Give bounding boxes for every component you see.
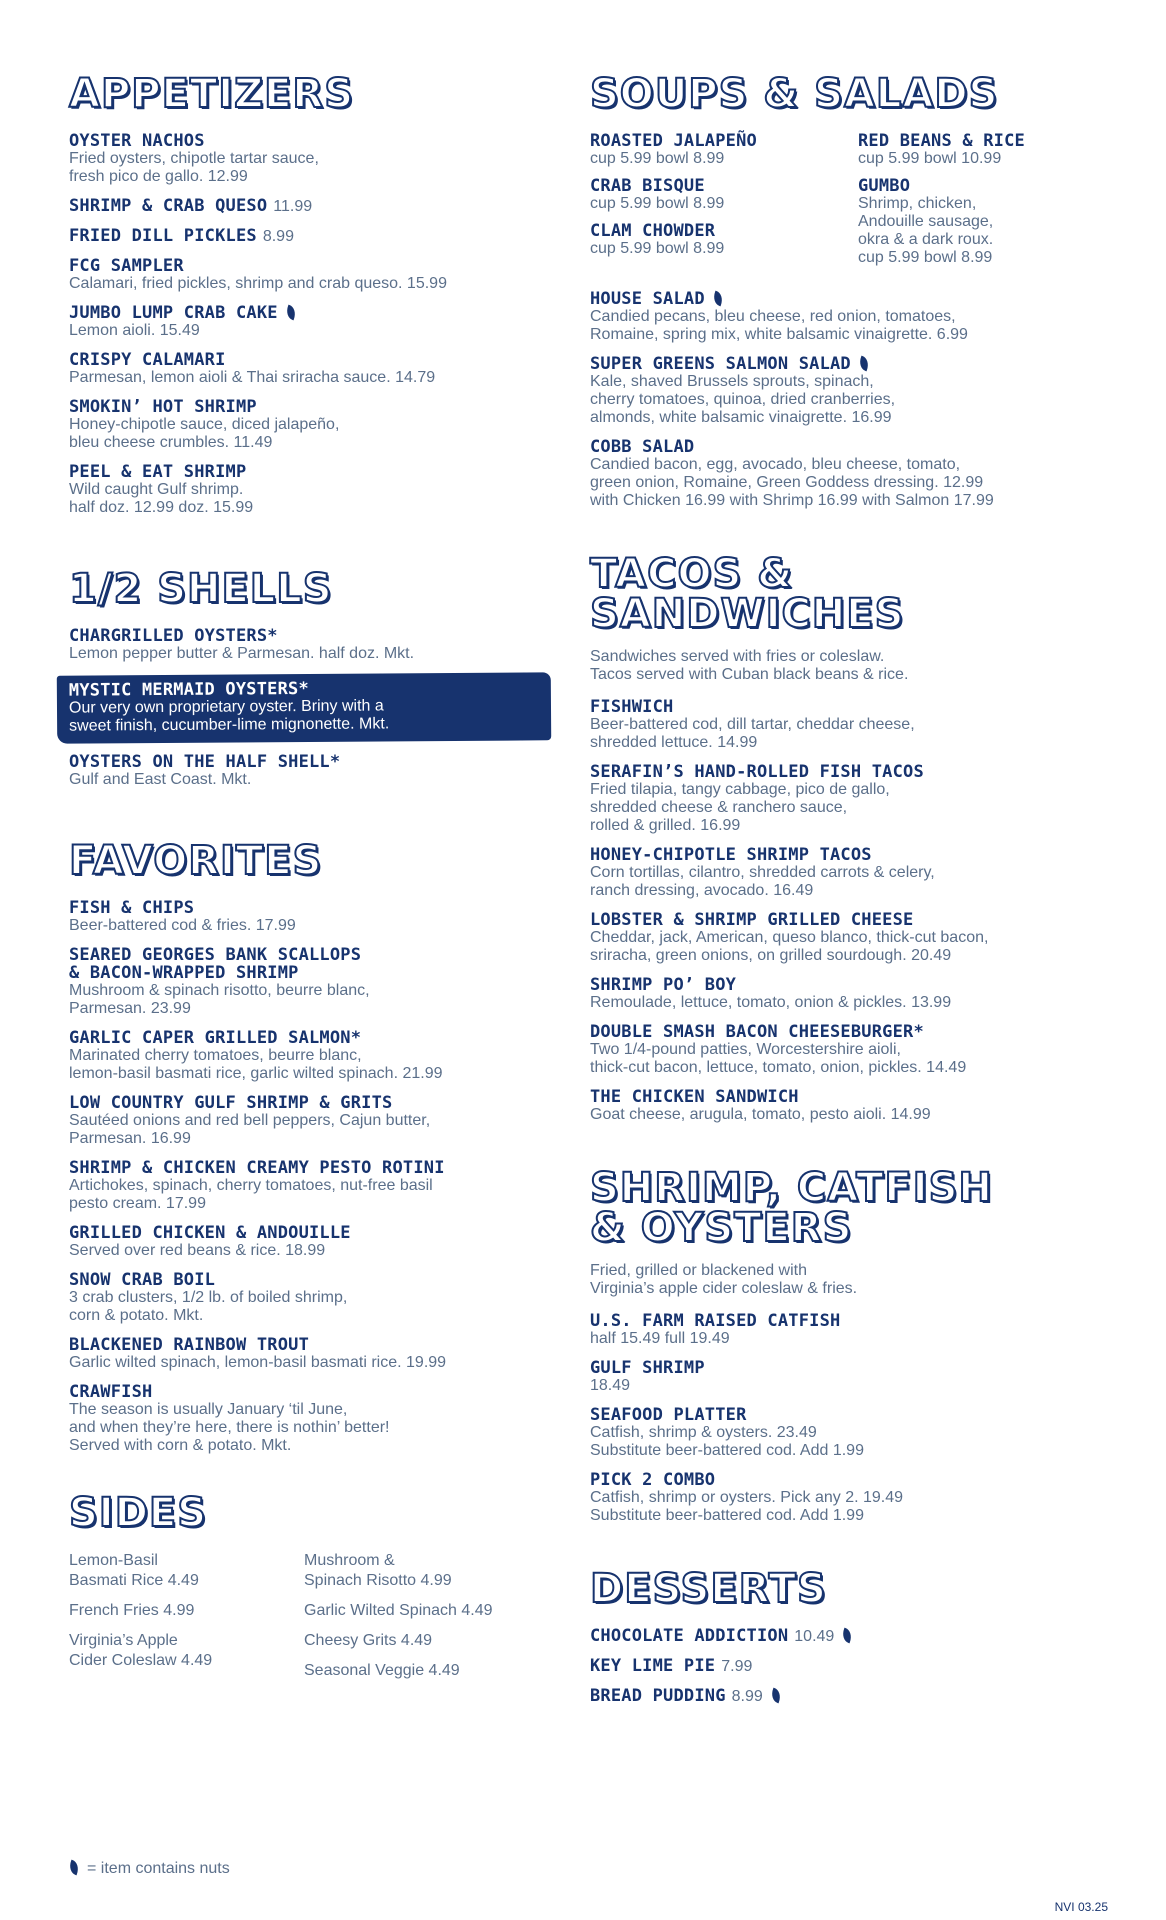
menu-item (69, 1271, 539, 1325)
item-name: FRIED DILL PICKLES (69, 226, 257, 246)
soups-column-1 (590, 132, 858, 276)
item-name: FISHWICH (590, 697, 674, 717)
item-name: THE CHICKEN SANDWICH (590, 1087, 799, 1107)
item-desc: 3 crab clusters, 1/2 lb. of boiled shrimp, corn & potato. Mkt. (69, 1289, 348, 1324)
menu-item (590, 698, 1110, 752)
nut-leaf-icon (711, 291, 725, 307)
item-name: GARLIC CAPER GRILLED SALMON* (69, 1028, 362, 1048)
menu-item (590, 1359, 1110, 1395)
item-name: KEY LIME PIE (590, 1656, 716, 1676)
menu-item (69, 753, 539, 789)
item-name: FISH & CHIPS (69, 898, 195, 918)
section-intro: Sandwiches served with fries or coleslaw. Tacos served with Cuban black beans & rice. (590, 648, 909, 683)
item-name: BLACKENED RAINBOW TROUT (69, 1335, 310, 1355)
item-desc: Fried oysters, chipotle tartar sauce, fresh pico de gallo. 12.99 (69, 150, 319, 185)
menu-item (590, 1627, 1110, 1646)
item-desc: 18.49 (590, 1377, 631, 1394)
tacos-sandwiches-heading: TACOS & SANDWICHES (590, 551, 905, 637)
side-item: Mushroom & Spinach Risotto 4.99 (304, 1552, 452, 1589)
item-price: 7.99 (721, 1658, 753, 1675)
sides-column-1 (69, 1551, 304, 1691)
menu-item (69, 1336, 539, 1372)
soups-salads-section (590, 71, 1110, 510)
left-column (68, 71, 539, 1735)
menu-item (590, 177, 858, 213)
menu-item (69, 1383, 539, 1455)
menu-item (590, 355, 1110, 427)
heading-line-2: & OYSTERS (590, 1205, 853, 1251)
item-desc: Kale, shaved Brussels sprouts, spinach, cherry tomatoes, quinoa, dried cranberries, almonds, white balsamic vinaigrette. 16.99 (590, 373, 896, 426)
side-item: Virginia’s Apple Cider Coleslaw 4.49 (69, 1632, 213, 1669)
menu-item (590, 438, 1110, 510)
item-desc: Our very own proprietary oyster. Briny with a sweet finish, cucumber-lime mignonette. Mkt. (68, 697, 390, 735)
item-name: SMOKIN’ HOT SHRIMP (69, 397, 257, 417)
item-name-text: HOUSE SALAD (590, 289, 705, 309)
spacer (590, 276, 1110, 290)
soups-column-2 (858, 132, 1098, 276)
menu-item (590, 290, 1110, 344)
sides-column-2 (304, 1551, 539, 1691)
menu-item (590, 1687, 1110, 1706)
item-name: CRAWFISH (69, 1382, 153, 1402)
half-shells-heading: 1/2 SHELLS (69, 566, 333, 612)
menu-item (590, 1023, 1110, 1077)
item-name: GULF SHRIMP (590, 1358, 705, 1378)
menu-item (69, 946, 539, 1018)
item-name: SNOW CRAB BOIL (69, 1270, 216, 1290)
legend-text: = item contains nuts (87, 1860, 230, 1877)
sides-heading: SIDES (69, 1490, 208, 1536)
item-name: CLAM CHOWDER (590, 221, 716, 241)
desserts-section (590, 1566, 1110, 1706)
item-desc: Beer-battered cod & fries. 17.99 (69, 917, 296, 934)
item-desc: cup 5.99 bowl 8.99 (590, 195, 725, 212)
featured-item-banner (57, 672, 551, 743)
favorites-heading: FAVORITES (69, 838, 323, 884)
item-price: 10.49 (794, 1628, 835, 1645)
item-name: DOUBLE SMASH BACON CHEESEBURGER* (590, 1022, 924, 1042)
menu-item (590, 846, 1110, 900)
item-name: OYSTER NACHOS (69, 131, 205, 151)
item-desc: Corn tortillas, cilantro, shredded carrots & celery, ranch dressing, avocado. 16.49 (590, 864, 935, 899)
item-name: GRILLED CHICKEN & ANDOUILLE (69, 1223, 351, 1243)
menu-item (69, 398, 539, 452)
item-desc: Shrimp, chicken, Andouille sausage, okra & a dark roux. cup 5.99 bowl 8.99 (858, 195, 994, 266)
half-shells-section (68, 566, 539, 789)
item-name-text: SUPER GREENS SALMON SALAD (590, 354, 851, 374)
item-name: CRISPY CALAMARI (69, 350, 226, 370)
item-desc: Beer-battered cod, dill tartar, cheddar cheese, shredded lettuce. 14.99 (590, 716, 915, 751)
menu-item (69, 227, 539, 246)
appetizers-heading: APPETIZERS (69, 71, 355, 117)
menu-item (590, 1657, 1110, 1676)
item-name: LOW COUNTRY GULF SHRIMP & GRITS (69, 1093, 393, 1113)
menu-item (590, 132, 858, 168)
item-desc: half 15.49 full 19.49 (590, 1330, 730, 1347)
menu-item (69, 351, 539, 387)
item-price: 11.99 (273, 198, 313, 215)
menu-item (858, 177, 1098, 267)
item-name: RED BEANS & RICE (858, 131, 1025, 151)
soups-salads-heading: SOUPS & SALADS (590, 71, 999, 117)
item-desc: Gulf and East Coast. Mkt. (69, 771, 252, 788)
item-desc: cup 5.99 bowl 8.99 (590, 240, 725, 257)
menu-item (590, 976, 1110, 1012)
item-desc: Lemon aioli. 15.49 (69, 322, 200, 339)
item-desc: Remoulade, lettuce, tomato, onion & pickles. 13.99 (590, 994, 952, 1011)
section-intro: Fried, grilled or blackened with Virginia’s apple cider coleslaw & fries. (590, 1262, 858, 1297)
item-desc: Garlic wilted spinach, lemon-basil basmati rice. 19.99 (69, 1354, 447, 1371)
item-desc: Cheddar, jack, American, queso blanco, thick-cut bacon, sriracha, green onions, on grilled sourdough. 20.49 (590, 929, 989, 964)
item-name: SEARED GEORGES BANK SCALLOPS & BACON-WRAPPED SHRIMP (69, 945, 362, 983)
item-name (69, 304, 539, 322)
item-desc: Calamari, fried pickles, shrimp and crab queso. 15.99 (69, 275, 447, 292)
menu-item (590, 222, 858, 258)
menu-item (69, 257, 539, 293)
menu-item (69, 304, 539, 340)
desserts-heading: DESSERTS (590, 1566, 827, 1612)
version-code: NVI 03.25 (1054, 1900, 1108, 1914)
menu-item (69, 197, 539, 216)
item-name: MYSTIC MERMAID OYSTERS* (68, 678, 309, 701)
item-name: PICK 2 COMBO (590, 1470, 716, 1490)
item-name: U.S. FARM RAISED CATFISH (590, 1311, 841, 1331)
item-desc: Two 1/4-pound patties, Worcestershire aioli, thick-cut bacon, lettuce, tomato, onion, pickles. 14.49 (590, 1041, 967, 1076)
item-name (590, 355, 1110, 373)
menu-item (590, 1312, 1110, 1348)
item-desc: Goat cheese, arugula, tomato, pesto aioli. 14.99 (590, 1106, 931, 1123)
shrimp-catfish-oysters-heading (590, 1165, 1110, 1251)
menu-item (590, 763, 1110, 835)
nut-leaf-icon (769, 1688, 783, 1704)
menu-item (69, 1159, 539, 1213)
item-name: CHARGRILLED OYSTERS* (69, 626, 278, 646)
item-desc: Fried tilapia, tangy cabbage, pico de gallo, shredded cheese & ranchero sauce, rolled & grilled. 16.99 (590, 781, 890, 834)
item-name: OYSTERS ON THE HALF SHELL* (69, 752, 341, 772)
item-desc: Lemon pepper butter & Parmesan. half doz. Mkt. (69, 645, 415, 662)
item-name: GUMBO (858, 176, 911, 196)
item-name: FCG SAMPLER (69, 256, 184, 276)
item-desc: Honey-chipotle sauce, diced jalapeño, bleu cheese crumbles. 11.49 (69, 416, 340, 451)
item-name: LOBSTER & SHRIMP GRILLED CHEESE (590, 910, 914, 930)
soups-grid (590, 132, 1110, 276)
nut-leaf-icon (67, 1860, 81, 1876)
item-desc: Sautéed onions and red bell peppers, Cajun butter, Parmesan. 16.99 (69, 1112, 431, 1147)
sides-grid (69, 1551, 539, 1691)
item-name: SHRIMP & CHICKEN CREAMY PESTO ROTINI (69, 1158, 445, 1178)
item-name (590, 290, 1110, 308)
item-desc: Artichokes, spinach, cherry tomatoes, nut-free basil pesto cream. 17.99 (69, 1177, 433, 1212)
menu-item (858, 132, 1098, 168)
menu-item (69, 1094, 539, 1148)
side-item: Garlic Wilted Spinach 4.49 (304, 1602, 493, 1619)
menu-item (69, 627, 539, 663)
menu-item (69, 463, 539, 517)
sides-section (69, 1490, 539, 1691)
item-desc: Parmesan, lemon aioli & Thai sriracha sauce. 14.79 (69, 369, 436, 386)
item-name: BREAD PUDDING (590, 1686, 726, 1706)
menu-item (590, 1406, 1110, 1460)
item-desc: Served over red beans & rice. 18.99 (69, 1242, 326, 1259)
item-desc: Marinated cherry tomatoes, beurre blanc, lemon-basil basmati rice, garlic wilted spinach. 21.99 (69, 1047, 443, 1082)
item-desc: Catfish, shrimp or oysters. Pick any 2. 19.49 Substitute beer-battered cod. Add 1.99 (590, 1489, 904, 1524)
right-column (590, 71, 1110, 1750)
item-desc: Catfish, shrimp & oysters. 23.49 Substitute beer-battered cod. Add 1.99 (590, 1424, 864, 1459)
shrimp-catfish-oysters-section (590, 1165, 1110, 1525)
item-name: SERAFIN’S HAND-ROLLED FISH TACOS (590, 762, 924, 782)
side-item: Lemon-Basil Basmati Rice 4.49 (69, 1552, 199, 1589)
favorites-section (69, 838, 539, 1455)
menu-item (69, 899, 539, 935)
item-name: COBB SALAD (590, 437, 695, 457)
menu-item (590, 1471, 1110, 1525)
menu-item (69, 1224, 539, 1260)
item-name: SHRIMP PO’ BOY (590, 975, 737, 995)
nut-leaf-icon (857, 356, 871, 372)
menu-item (69, 132, 539, 186)
item-name: CHOCOLATE ADDICTION (590, 1626, 789, 1646)
menu-item (590, 1088, 1110, 1124)
menu-item (69, 1029, 539, 1083)
item-price: 8.99 (262, 228, 294, 245)
item-desc: Mushroom & spinach risotto, beurre blanc, Parmesan. 23.99 (69, 982, 370, 1017)
item-desc: cup 5.99 bowl 8.99 (590, 150, 725, 167)
nut-leaf-icon (840, 1628, 854, 1644)
item-desc: cup 5.99 bowl 10.99 (858, 150, 1002, 167)
item-desc: The season is usually January ‘til June, and when they’re here, there is nothin’ better! Served with corn & potato. Mkt. (69, 1401, 390, 1454)
nuts-legend (69, 1860, 230, 1878)
item-name: HONEY-CHIPOTLE SHRIMP TACOS (590, 845, 872, 865)
heading-line-1: SHRIMP, CATFISH (590, 1165, 993, 1211)
tacos-sandwiches-section (590, 551, 1110, 1124)
item-name: CRAB BISQUE (590, 176, 705, 196)
menu-item (590, 911, 1110, 965)
item-desc: Candied bacon, egg, avocado, bleu cheese, tomato, green onion, Romaine, Green Goddess dressing. 12.99 with Chicken 16.99 with Shrimp 16.99 with Salmon 17.99 (590, 456, 994, 509)
item-name: SHRIMP & CRAB QUESO (69, 196, 268, 216)
side-item: Seasonal Veggie 4.49 (304, 1662, 460, 1679)
side-item: Cheesy Grits 4.49 (304, 1632, 433, 1649)
item-name: SEAFOOD PLATTER (590, 1405, 747, 1425)
side-item: French Fries 4.99 (69, 1602, 195, 1619)
item-name: PEEL & EAT SHRIMP (69, 462, 247, 482)
item-price: 8.99 (731, 1688, 763, 1705)
appetizers-section (69, 71, 539, 517)
item-name-text: JUMBO LUMP CRAB CAKE (69, 303, 278, 323)
item-desc: Wild caught Gulf shrimp. half doz. 12.99 doz. 15.99 (69, 481, 254, 516)
item-desc: Candied pecans, bleu cheese, red onion, tomatoes, Romaine, spring mix, white balsamic vinaigrette. 6.99 (590, 308, 968, 343)
nut-leaf-icon (284, 305, 298, 321)
item-name: ROASTED JALAPEÑO (590, 131, 757, 151)
